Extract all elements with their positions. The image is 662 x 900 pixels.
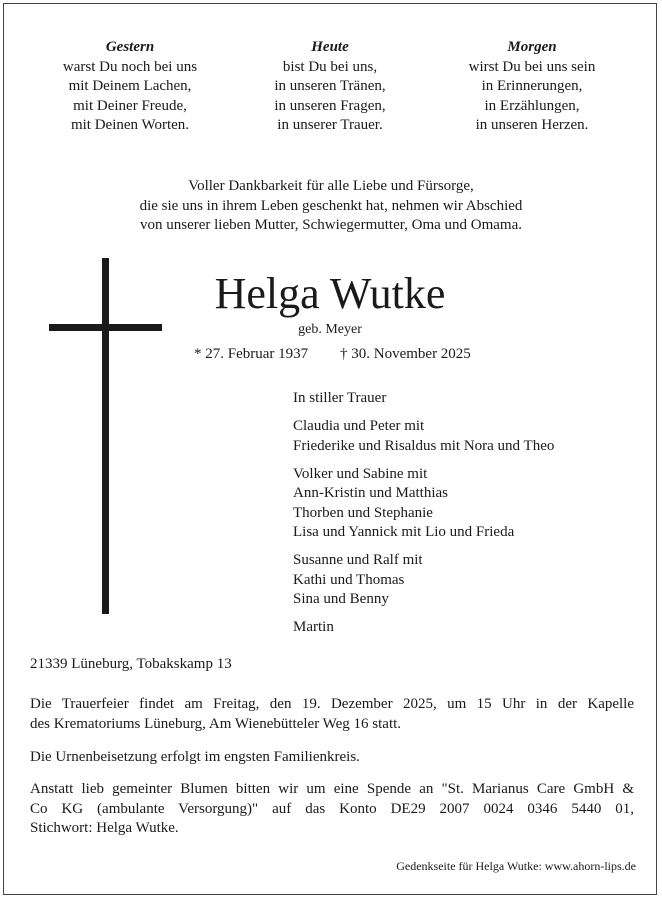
mourner-line: Ann-Kristin und Matthias <box>293 485 448 501</box>
poem-heading: Gestern <box>105 39 155 55</box>
mourner-group <box>293 618 633 638</box>
memorial-page-link[interactable]: Gedenkseite für Helga Wutke: www.ahorn-lips.de <box>396 859 636 873</box>
poem-heading: Heute <box>311 39 349 55</box>
donation-line: Anstatt lieb gemeinter Blumen bitten wir um eine Spende an "St. Marianus Care GmbH & <box>30 781 634 797</box>
poem-heading: Morgen <box>507 39 557 55</box>
ceremony-line: Die Trauerfeier findet am Freitag, den 19. Dezember 2025, um 15 Uhr in der Kapelle <box>30 696 634 712</box>
mourners-list <box>293 389 633 646</box>
mourner-line: Claudia und Peter mit <box>293 418 425 434</box>
poem-line: warst Du noch bei uns <box>62 58 198 75</box>
poem-line: mit Deiner Freude, <box>73 97 187 114</box>
ceremony-line: des Krematoriums Lüneburg, Am Wienebütteler Weg 16 statt. <box>30 715 402 732</box>
mourner-line: Thorben und Stephanie <box>293 504 433 521</box>
death-date: † 30. November 2025 <box>340 346 471 362</box>
mourner-line: Lisa und Yannick mit Lio und Frieda <box>293 524 515 540</box>
birth-date: * 27. Februar 1937 <box>194 346 309 362</box>
mourner-group <box>293 389 633 409</box>
cross-icon-vertical-bar <box>102 258 109 614</box>
poem-line: mit Deinen Worten. <box>70 117 190 133</box>
poem-line: in Erinnerungen, <box>481 78 583 94</box>
family-address: 21339 Lüneburg, Tobakskamp 13 <box>30 656 232 672</box>
poem-line: in unseren Herzen. <box>475 117 589 133</box>
poem-line: wirst Du bei uns sein <box>468 58 596 75</box>
mourner-line: Friederike und Risaldus mit Nora und Theo <box>293 437 555 454</box>
poem-line: in unserer Trauer. <box>277 117 383 133</box>
gratitude-text <box>0 177 662 236</box>
cross-icon-horizontal-bar <box>49 324 162 331</box>
poem-column-today <box>230 38 430 136</box>
poem-line: mit Deinem Lachen, <box>68 78 192 94</box>
poem-line: in Erzählungen, <box>484 97 580 114</box>
poem-line: in unseren Tränen, <box>274 78 386 94</box>
poem-line: bist Du bei uns, <box>282 58 378 75</box>
deceased-name: Helga Wutke <box>214 269 446 318</box>
poem-column-tomorrow <box>432 38 632 136</box>
mourner-group <box>293 551 633 610</box>
urn-paragraph <box>30 748 634 768</box>
mourner-line: Sina und Benny <box>293 591 389 607</box>
ceremony-paragraph <box>30 695 634 734</box>
mourner-line: Martin <box>293 619 334 635</box>
mourner-line: In stiller Trauer <box>293 390 387 406</box>
poem-line: in unseren Fragen, <box>274 97 386 114</box>
mourner-group <box>293 465 633 543</box>
donation-line: Stichwort: Helga Wutke. <box>30 820 179 836</box>
urn-line: Die Urnenbeisetzung erfolgt im engsten Familienkreis. <box>30 749 360 765</box>
mourner-line: Susanne und Ralf mit <box>293 552 423 568</box>
poem-column-yesterday <box>30 38 230 136</box>
donation-paragraph <box>30 780 634 839</box>
gratitude-line: von unserer lieben Mutter, Schwiegermutter, Oma und Omama. <box>139 217 523 233</box>
donation-line: Co KG (ambulante Versorgung)" auf das Konto DE29 2007 0024 0346 5440 01, <box>30 800 634 817</box>
mourner-line: Volker und Sabine mit <box>293 465 428 482</box>
gratitude-line: die sie uns in ihrem Leben geschenkt hat, nehmen wir Abschied <box>139 197 523 214</box>
birth-name: geb. Meyer <box>298 322 362 337</box>
gratitude-line: Voller Dankbarkeit für alle Liebe und Fürsorge, <box>188 178 474 194</box>
mourner-line: Kathi und Thomas <box>293 571 405 588</box>
mourner-group <box>293 417 633 456</box>
